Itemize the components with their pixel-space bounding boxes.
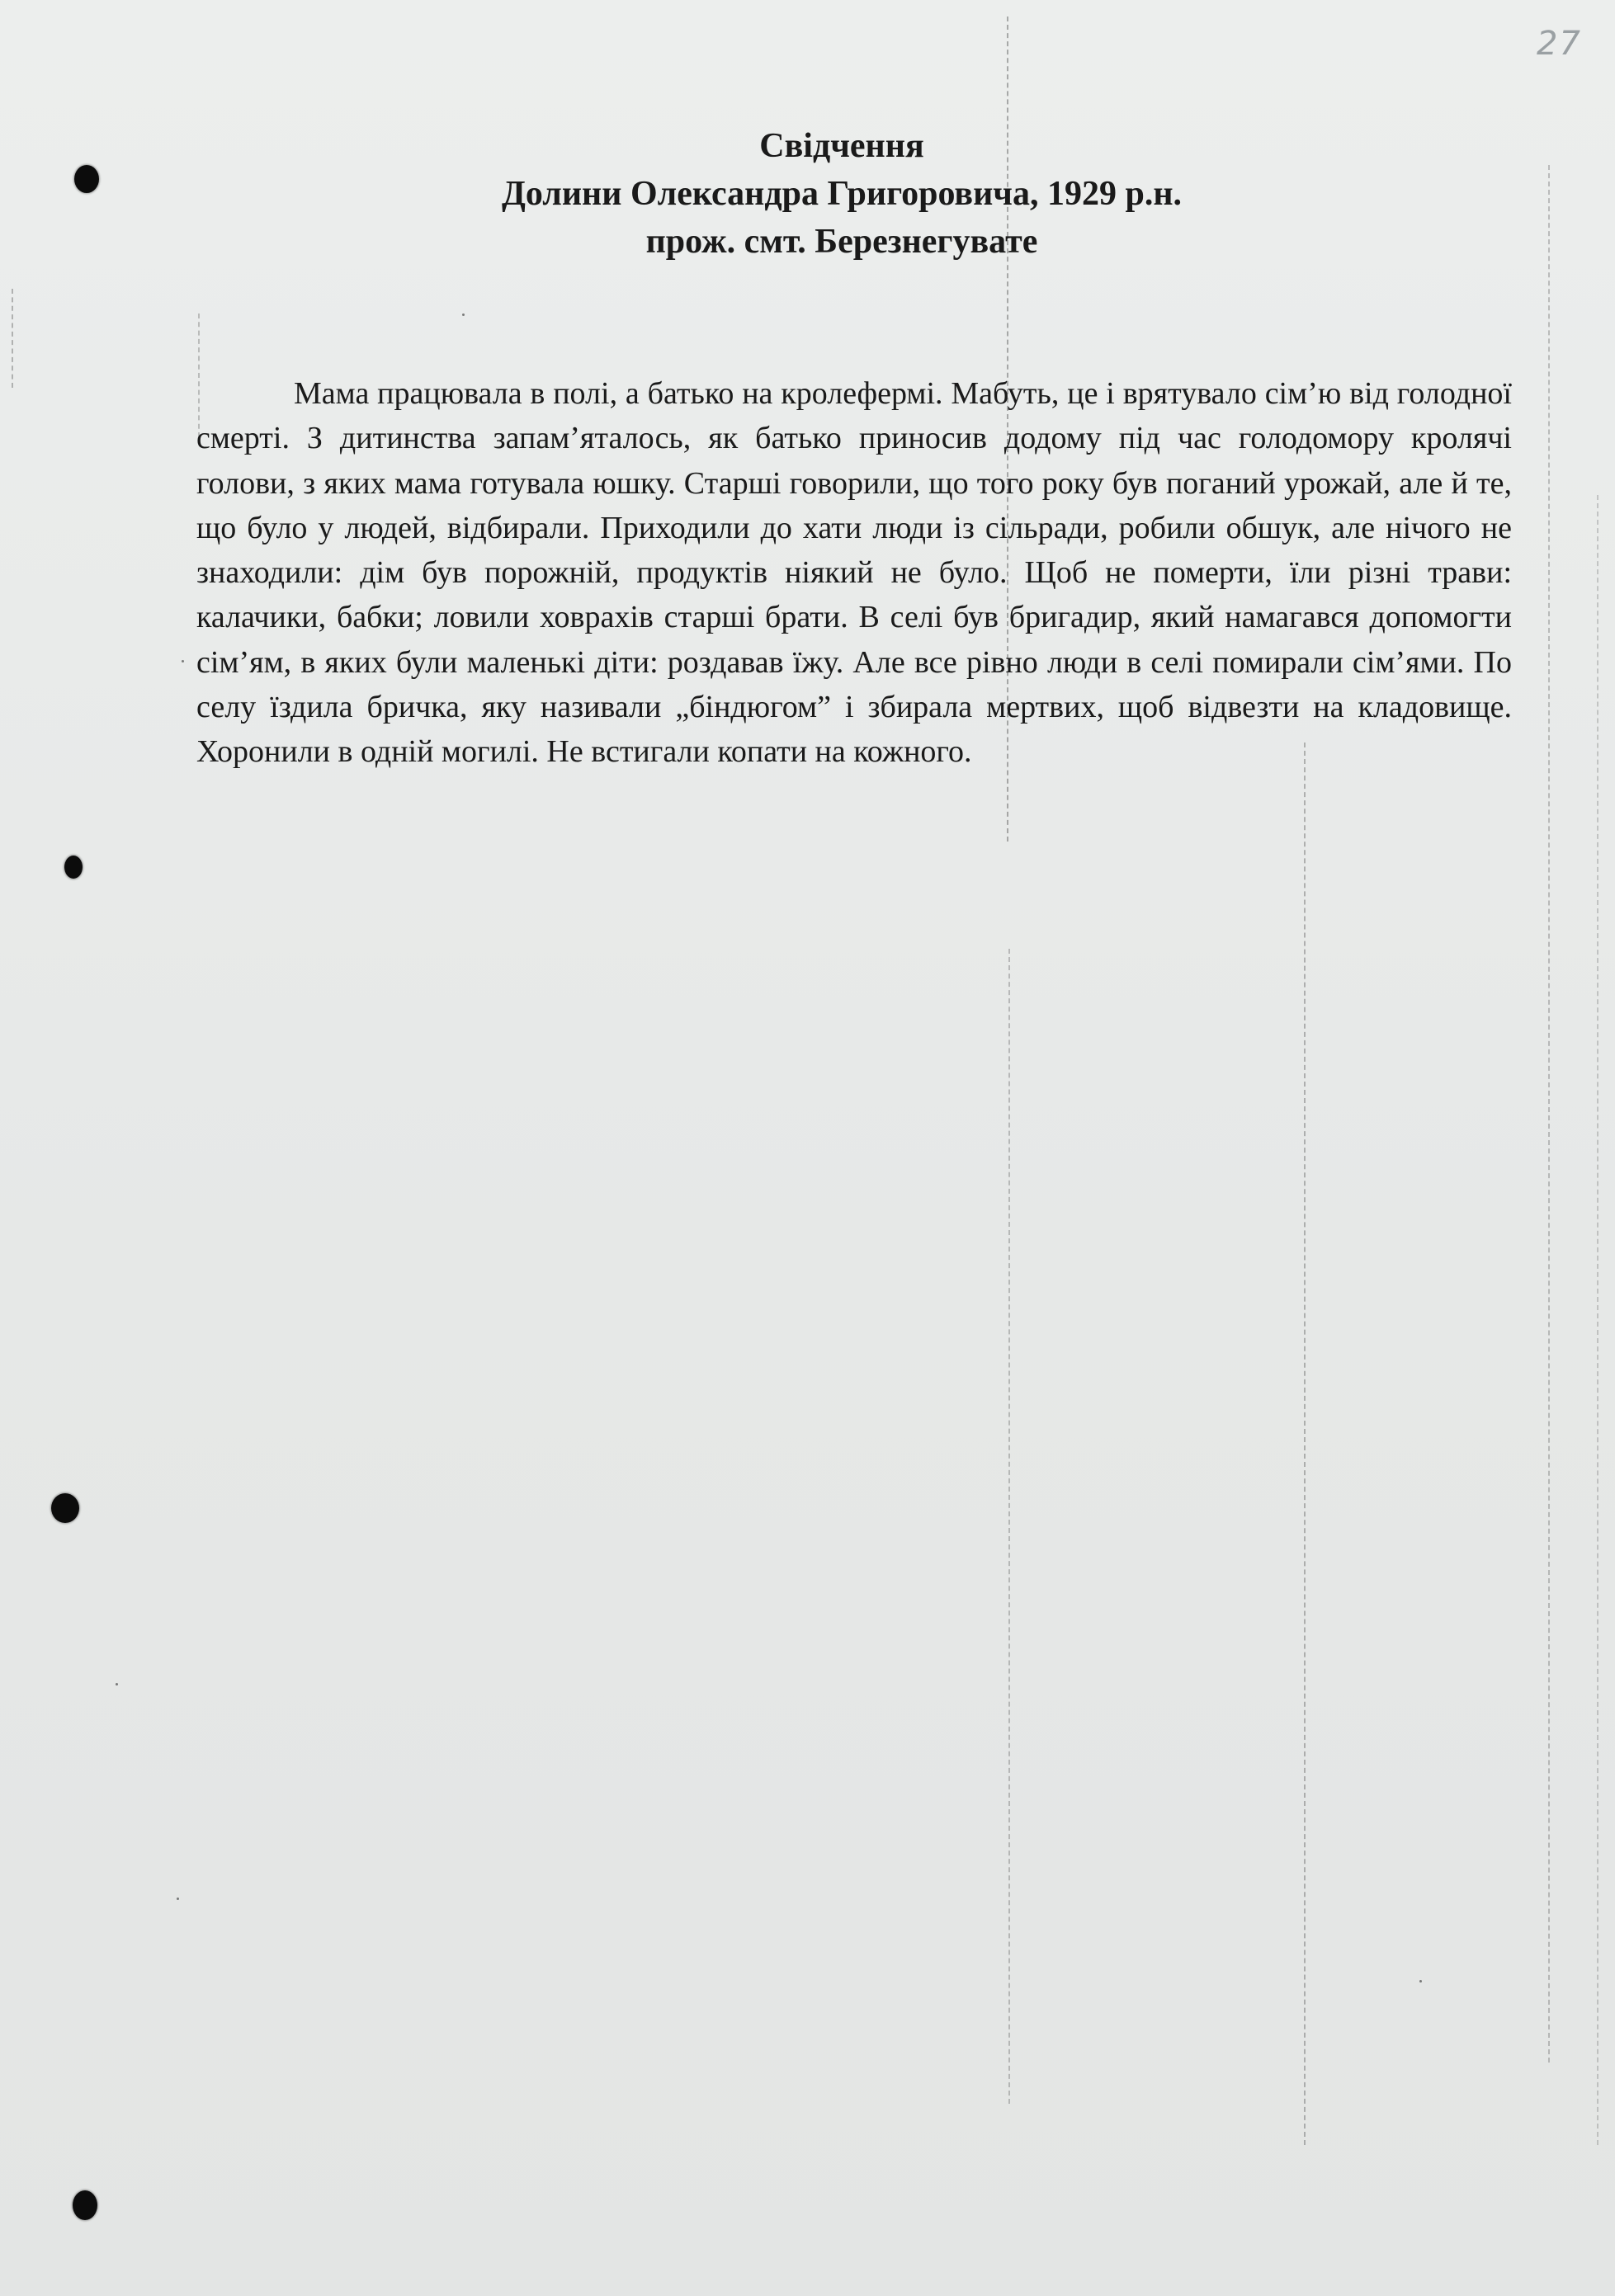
scan-streak: [12, 289, 13, 388]
testimony-paragraph: Мама працювала в полі, а батько на кролефермі. Мабуть, це і врятувало сім’ю від голодної смерті. З дитинства запам’яталось, як батько приносив додому під час голодомору кролячі голови, з яких мама готувала юшку. Старші говорили, що того року був поганий урожай, але й те, що було у людей, відбирали. Приходили до хати люди із сільради, робили обшук, але нічого не знаходили: дім був порожній, продуктів ніякий не було. Щоб не померти, їли різні трави: калачики, бабки; ловили ховрахів старші брати. В селі був бригадир, який намагався допомогти сім’ям, в яких були маленькі діти: роздавав їжу. Але все рівно люди в селі помирали сім’ями. По селу їздила бричка, яку називали „біндюгом” і збирала мертвих, щоб відвезти на кладовище. Хоронили в одній могилі. Не встигали копати на кожного.: [196, 376, 1512, 770]
punch-hole: [73, 2190, 97, 2220]
punch-hole: [74, 165, 99, 193]
speck: [182, 660, 184, 662]
scan-streak: [1597, 495, 1598, 2145]
scan-streak: [1304, 743, 1306, 2145]
heading-title: Свідчення: [759, 127, 924, 165]
speck: [462, 314, 465, 316]
heading-residence: прож. смт. Березнегувате: [645, 223, 1038, 261]
punch-hole: [64, 856, 83, 879]
page-number: 27: [1537, 25, 1582, 63]
speck: [116, 1683, 118, 1685]
scan-streak: [1548, 165, 1550, 2063]
punch-hole: [51, 1493, 79, 1523]
speck: [1419, 1980, 1422, 1982]
speck: [177, 1898, 179, 1900]
scan-streak: [1008, 949, 1010, 2104]
heading-witness-name: Долини Олександра Григоровича, 1929 р.н.: [501, 175, 1183, 213]
document-heading: [248, 122, 1436, 266]
